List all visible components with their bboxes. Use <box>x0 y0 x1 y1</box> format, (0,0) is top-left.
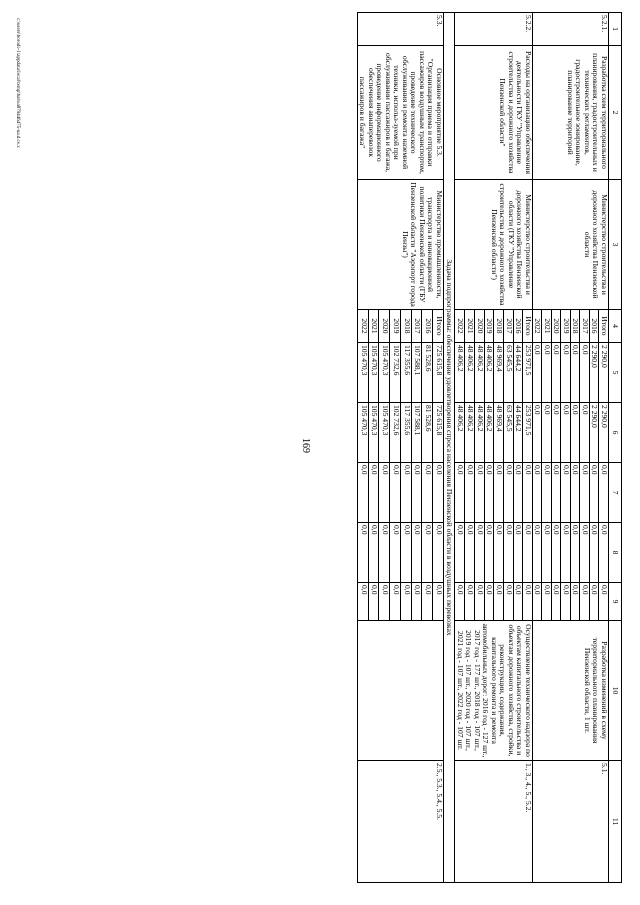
value-cell: 0,0 <box>552 463 562 523</box>
value-cell: 0,0 <box>571 463 581 523</box>
year-cell: 2021 <box>542 310 552 343</box>
year-cell: 2019 <box>484 310 494 343</box>
year-cell: 2021 <box>368 310 379 343</box>
value-cell: 0,0 <box>474 523 484 583</box>
value-cell: 0,0 <box>422 583 433 621</box>
value-cell: 0,0 <box>571 523 581 583</box>
value-cell: 0,0 <box>401 523 412 583</box>
year-cell: 2022 <box>455 310 465 343</box>
value-cell: 0,0 <box>590 583 600 621</box>
value-cell: 0,0 <box>561 403 571 463</box>
value-cell: 0,0 <box>358 583 369 621</box>
value-cell: 0,0 <box>513 523 523 583</box>
value-cell: 102 732,6 <box>390 403 401 463</box>
value-cell: 0,0 <box>523 463 533 523</box>
year-cell: 2016 <box>590 310 600 343</box>
value-cell: 48 969,4 <box>494 343 504 403</box>
year-cell: 2016 <box>513 310 523 343</box>
year-cell: Итого <box>523 310 533 343</box>
value-cell: 0,0 <box>599 583 609 621</box>
row-number: 5.3. <box>358 13 444 46</box>
value-cell: 0,0 <box>580 583 590 621</box>
value-cell: 0,0 <box>523 523 533 583</box>
linked-indicators: 2.5., 5.3., 5.4., 5.5. <box>358 761 444 883</box>
value-cell: 0,0 <box>571 583 581 621</box>
value-cell: 0,0 <box>542 463 552 523</box>
value-cell: 0,0 <box>401 583 412 621</box>
value-cell: 0,0 <box>401 463 412 523</box>
value-cell: 0,0 <box>411 583 422 621</box>
value-cell: 63 545,5 <box>503 343 513 403</box>
value-cell: 0,0 <box>379 523 390 583</box>
value-cell: 105 470,3 <box>379 343 390 403</box>
task-header-row <box>444 13 456 883</box>
value-cell: 48 406,2 <box>484 403 494 463</box>
value-cell: 0,0 <box>580 523 590 583</box>
page-number: 169 <box>300 438 311 453</box>
value-cell: 0,0 <box>494 523 504 583</box>
value-cell: 0,0 <box>552 403 562 463</box>
value-cell: 0,0 <box>455 583 465 621</box>
value-cell: 0,0 <box>455 523 465 583</box>
value-cell: 81 528,6 <box>422 343 433 403</box>
result-indicator: Осуществление технического надзора по объектам капитального строительства и объектам дорожного хозяйства, стройки, реконструкции, содержания, капитального ремонта и ремонта автомобильных дорог: 2016 год - 127 шт., 2017 год - 177 шт., 2018 год - 107 шт., 2019 год - 107 шт., 2020 год - 107 шт., 2021 год - 107 шт., 2022 год - 107 шт. <box>455 621 533 761</box>
column-number: 10 <box>609 621 622 761</box>
value-cell: 0,0 <box>599 463 609 523</box>
column-number: 5 <box>609 343 622 403</box>
year-cell: 2018 <box>571 310 581 343</box>
value-cell: 0,0 <box>513 463 523 523</box>
value-cell: 2 290,0 <box>590 343 600 403</box>
value-cell: 0,0 <box>533 463 543 523</box>
value-cell: 0,0 <box>465 463 475 523</box>
value-cell: 48 406,2 <box>474 403 484 463</box>
year-cell: 2020 <box>552 310 562 343</box>
footer-path: c:\users\borodi~1\appdata\local\temp\bat\ea879446475-ua.d.ce.x <box>15 18 20 148</box>
activity-name: Основное мероприятие 5.3. "Организация приема и отправки пассажиров воздушным транспортом, проведение технического обслуживания и ремонта наземной техники, использ-зуемой при обслуживании пассажиров и багажа, проведение информационного обеспечения авиаперевозок пассажиров и багажа" <box>358 46 444 180</box>
table-body <box>358 13 622 883</box>
value-cell: 2 290,0 <box>599 343 609 403</box>
value-cell: 2 290,0 <box>590 403 600 463</box>
year-cell: 2020 <box>474 310 484 343</box>
value-cell: 63 545,5 <box>503 403 513 463</box>
year-cell: Итого <box>599 310 609 343</box>
value-cell: 0,0 <box>465 523 475 583</box>
value-cell: 0,0 <box>580 403 590 463</box>
value-cell: 0,0 <box>368 583 379 621</box>
column-number: 7 <box>609 463 622 523</box>
value-cell: 0,0 <box>523 583 533 621</box>
column-number: 9 <box>609 583 622 621</box>
value-cell: 105 470,3 <box>368 343 379 403</box>
value-cell: 0,0 <box>390 583 401 621</box>
column-number: 11 <box>609 761 622 883</box>
value-cell: 0,0 <box>533 403 543 463</box>
table-row <box>433 13 444 883</box>
value-cell: 105 470,3 <box>358 403 369 463</box>
value-cell: 0,0 <box>571 343 581 403</box>
value-cell: 0,0 <box>358 463 369 523</box>
program-table <box>357 12 622 883</box>
value-cell: 48 406,2 <box>455 343 465 403</box>
value-cell: 0,0 <box>599 523 609 583</box>
value-cell: 0,0 <box>580 463 590 523</box>
year-cell: 2019 <box>561 310 571 343</box>
value-cell: 0,0 <box>561 583 571 621</box>
value-cell: 48 406,2 <box>455 403 465 463</box>
column-number: 6 <box>609 403 622 463</box>
value-cell: 105 470,3 <box>379 403 390 463</box>
value-cell: 0,0 <box>533 343 543 403</box>
value-cell: 102 732,6 <box>390 343 401 403</box>
value-cell: 0,0 <box>379 463 390 523</box>
value-cell: 0,0 <box>552 583 562 621</box>
result-indicator: Разработка изменений в схему территориального планирования Пензенской области, 1 шт. <box>533 621 609 761</box>
result-indicator <box>358 621 444 761</box>
year-cell: 2017 <box>503 310 513 343</box>
value-cell: 0,0 <box>433 583 444 621</box>
value-cell: 0,0 <box>503 463 513 523</box>
executor: Министерство строительства и дорожного хозяйства Пензенской области (ГКУ "Управление строительства и дорожного хозяйства Пензенской области") <box>455 180 533 310</box>
value-cell: 0,0 <box>368 463 379 523</box>
value-cell: 107 588,1 <box>411 403 422 463</box>
year-cell: 2022 <box>358 310 369 343</box>
value-cell: 44 644,2 <box>513 403 523 463</box>
value-cell: 0,0 <box>390 523 401 583</box>
value-cell: 0,0 <box>503 583 513 621</box>
value-cell: 0,0 <box>513 583 523 621</box>
value-cell: 0,0 <box>561 523 571 583</box>
column-number: 8 <box>609 523 622 583</box>
value-cell: 0,0 <box>474 463 484 523</box>
value-cell: 725 615,8 <box>433 343 444 403</box>
row-number: 5.2.2. <box>455 13 533 46</box>
year-cell: 2018 <box>494 310 504 343</box>
task-header: Задача подпрограммы: обеспечение удовлетворения спроса населения Пензенской области в воздушных перевозках <box>444 13 456 883</box>
value-cell: 0,0 <box>433 523 444 583</box>
value-cell: 0,0 <box>561 343 571 403</box>
column-number: 4 <box>609 310 622 343</box>
value-cell: 48 406,2 <box>465 403 475 463</box>
value-cell: 117 355,6 <box>401 343 412 403</box>
value-cell: 0,0 <box>494 583 504 621</box>
year-cell: 2022 <box>533 310 543 343</box>
value-cell: 0,0 <box>433 463 444 523</box>
value-cell: 725 615,8 <box>433 403 444 463</box>
value-cell: 253 971,5 <box>523 343 533 403</box>
value-cell: 0,0 <box>484 523 494 583</box>
value-cell: 107 588,1 <box>411 343 422 403</box>
value-cell: 48 406,2 <box>474 343 484 403</box>
executor: Министерство промышленности, транспорта и инновационной политики Пензенской области (ГБУ Пензенской области "Аэропорт города Пензы") <box>358 180 444 310</box>
value-cell: 0,0 <box>455 463 465 523</box>
value-cell: 0,0 <box>368 523 379 583</box>
value-cell: 0,0 <box>552 523 562 583</box>
value-cell: 48 969,4 <box>494 403 504 463</box>
value-cell: 0,0 <box>411 463 422 523</box>
column-number: 2 <box>609 46 622 180</box>
value-cell: 0,0 <box>465 583 475 621</box>
column-number-row <box>609 13 622 883</box>
value-cell: 0,0 <box>533 523 543 583</box>
value-cell: 0,0 <box>411 523 422 583</box>
value-cell: 0,0 <box>542 523 552 583</box>
value-cell: 0,0 <box>542 583 552 621</box>
column-number: 3 <box>609 180 622 310</box>
activity-name: Расходы на организацию обеспечения деятельности ГКУ "Управление строительства и дорожного хозяйства Пензенской области" <box>455 46 533 180</box>
value-cell: 105 470,3 <box>368 403 379 463</box>
year-cell: Итого <box>433 310 444 343</box>
linked-indicators: 5.1. <box>533 761 609 883</box>
value-cell: 0,0 <box>590 463 600 523</box>
year-cell: 2016 <box>422 310 433 343</box>
value-cell: 48 406,2 <box>484 343 494 403</box>
value-cell: 0,0 <box>580 343 590 403</box>
executor: Министерство строительства и дорожного хозяйства Пензенской области <box>533 180 609 310</box>
value-cell: 0,0 <box>542 403 552 463</box>
year-cell: 2021 <box>465 310 475 343</box>
value-cell: 253 971,5 <box>523 403 533 463</box>
value-cell: 2 290,0 <box>599 403 609 463</box>
value-cell: 0,0 <box>561 463 571 523</box>
value-cell: 0,0 <box>379 583 390 621</box>
year-cell: 2020 <box>379 310 390 343</box>
value-cell: 0,0 <box>390 463 401 523</box>
value-cell: 44 644,2 <box>513 343 523 403</box>
value-cell: 0,0 <box>552 343 562 403</box>
value-cell: 0,0 <box>533 583 543 621</box>
value-cell: 0,0 <box>494 463 504 523</box>
value-cell: 0,0 <box>590 523 600 583</box>
value-cell: 0,0 <box>422 523 433 583</box>
value-cell: 48 406,2 <box>465 343 475 403</box>
row-number: 5.2.1. <box>533 13 609 46</box>
value-cell: 0,0 <box>474 583 484 621</box>
year-cell: 2018 <box>401 310 412 343</box>
value-cell: 0,0 <box>422 463 433 523</box>
value-cell: 0,0 <box>571 403 581 463</box>
value-cell: 105 470,3 <box>358 343 369 403</box>
rotated-page <box>12 12 622 892</box>
value-cell: 0,0 <box>484 583 494 621</box>
value-cell: 81 528,6 <box>422 403 433 463</box>
activity-name: Разработка схем территориального планирования, градостроительных и технических регламентов, градостроительное зонирование, планирование территорий <box>533 46 609 180</box>
year-cell: 2017 <box>580 310 590 343</box>
column-number: 1 <box>609 13 622 46</box>
value-cell: 0,0 <box>358 523 369 583</box>
linked-indicators: 1., 3., 4., 5., 5.2. <box>455 761 533 883</box>
value-cell: 0,0 <box>503 523 513 583</box>
year-cell: 2017 <box>411 310 422 343</box>
table-row <box>599 13 609 883</box>
value-cell: 0,0 <box>484 463 494 523</box>
value-cell: 117 355,6 <box>401 403 412 463</box>
year-cell: 2019 <box>390 310 401 343</box>
table-row <box>523 13 533 883</box>
value-cell: 0,0 <box>542 343 552 403</box>
